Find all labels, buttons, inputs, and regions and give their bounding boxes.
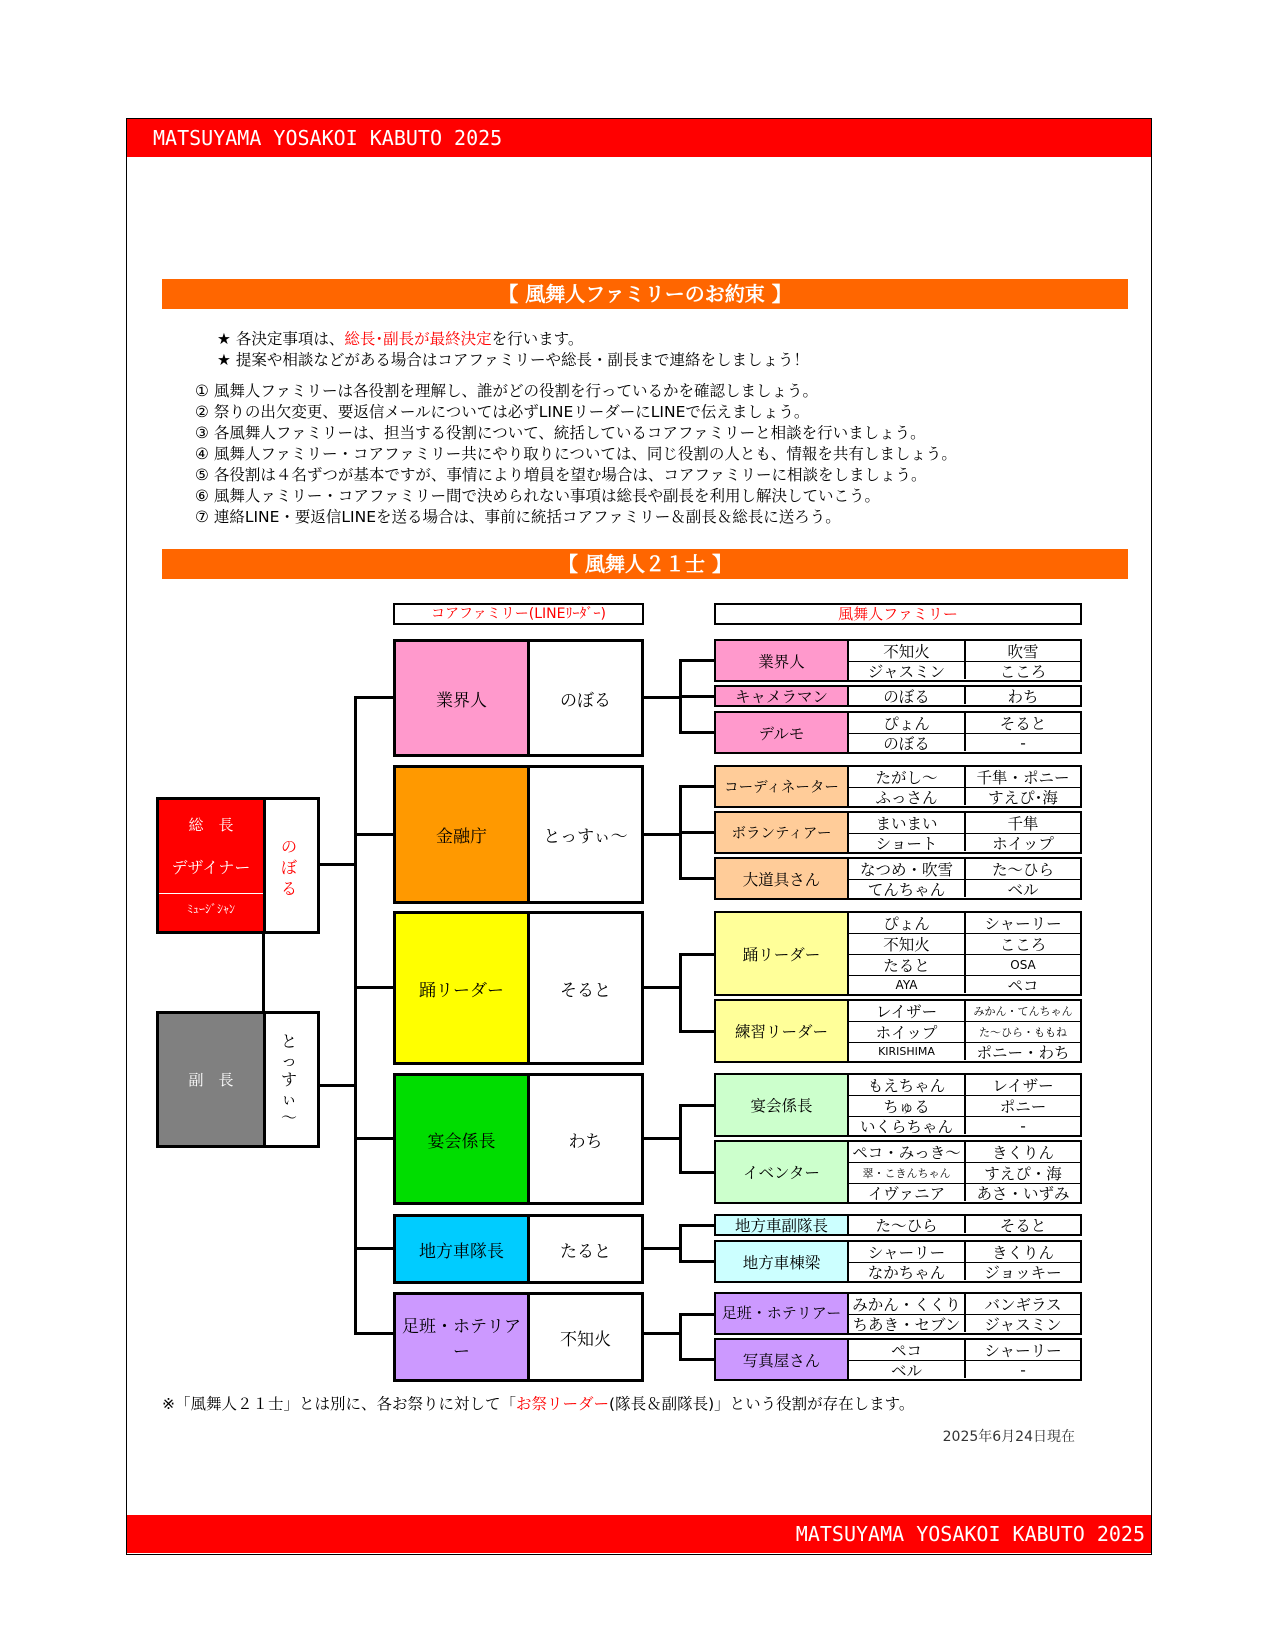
family-member: 千隼 bbox=[966, 813, 1080, 834]
family-role: 地方車棟梁 bbox=[716, 1242, 849, 1281]
family-member: ベル bbox=[1007, 880, 1039, 897]
family-member: ジョッキー bbox=[984, 1263, 1062, 1280]
family-branch-line bbox=[679, 1313, 714, 1316]
family-member: いくらちゃん bbox=[849, 1117, 966, 1134]
header-title: MATSUYAMA YOSAKOI KABUTO 2025 bbox=[153, 126, 503, 150]
promise-item: ⑥ 風舞人ァミリー・コアファミリー間で決められない事項は総長や副長を利用し解決していこう。 bbox=[195, 487, 881, 505]
family-branch-line bbox=[679, 1030, 714, 1033]
vice-trunk-line bbox=[320, 1084, 354, 1087]
family-member: ふっさん bbox=[849, 788, 966, 805]
family-member: こころ bbox=[999, 662, 1047, 679]
family-member: - bbox=[1020, 1117, 1026, 1134]
promise-star1 bbox=[217, 329, 583, 349]
family-role: コーディネーター bbox=[716, 767, 849, 806]
core-branch-line bbox=[354, 1137, 393, 1140]
family-member: あさ・いずみ bbox=[976, 1184, 1070, 1201]
core-name: わち bbox=[568, 1131, 603, 1152]
family-table bbox=[714, 639, 1082, 682]
family-member: ポニー bbox=[966, 1096, 1080, 1117]
core-branch-line bbox=[354, 696, 393, 699]
family-member: シャーリー bbox=[966, 1340, 1080, 1361]
header-bar bbox=[127, 119, 1151, 157]
core-family-line bbox=[644, 1247, 679, 1250]
promise-item: ③ 各風舞人ファミリーは、担当する役割について、統括しているコアファミリーと相談を行いましょう。 bbox=[195, 424, 926, 442]
family-table bbox=[714, 1214, 1082, 1236]
family-branch-line bbox=[679, 659, 714, 662]
leader-role-1: 総 長 bbox=[188, 816, 234, 834]
family-role: イベンター bbox=[716, 1142, 849, 1202]
family-member: バンギラス bbox=[966, 1294, 1080, 1315]
family-member: ベル bbox=[849, 1361, 966, 1378]
family-member: たると bbox=[849, 955, 966, 976]
family-branch-line bbox=[679, 1224, 714, 1227]
family-branch-line bbox=[679, 831, 714, 834]
family-member: ポニー・わち bbox=[976, 1043, 1070, 1060]
family-table bbox=[714, 811, 1082, 854]
family-branch-trunk bbox=[679, 953, 682, 1033]
family-member: ペコ bbox=[849, 1340, 966, 1361]
leader-role-2: デザイナー bbox=[171, 858, 251, 877]
family-branch-line bbox=[679, 1104, 714, 1107]
family-member: ちゅる bbox=[849, 1096, 966, 1117]
vice-box bbox=[156, 1011, 320, 1148]
family-member: た～ひら bbox=[966, 859, 1080, 880]
family-branch-trunk bbox=[679, 1224, 682, 1263]
star1-red: 総長･副長が最終決定 bbox=[344, 330, 492, 348]
family-member: ジャスミン bbox=[984, 1315, 1062, 1332]
family-branch-line bbox=[679, 1171, 714, 1174]
core-family-line bbox=[644, 1332, 679, 1335]
footer-bar bbox=[127, 1515, 1151, 1553]
core-role: 足班・ホテリアー bbox=[396, 1295, 530, 1379]
family-role: 地方車副隊長 bbox=[716, 1216, 849, 1234]
core-role: 金融庁 bbox=[396, 768, 530, 901]
family-member: 吹雪 bbox=[966, 641, 1080, 662]
family-member: OSA bbox=[966, 955, 1080, 976]
family-role: 業界人 bbox=[716, 641, 849, 680]
trunk-line bbox=[354, 696, 357, 1332]
family-branch-line bbox=[679, 1260, 714, 1263]
family-table bbox=[714, 857, 1082, 900]
core-role: 地方車隊長 bbox=[396, 1217, 530, 1281]
leader-vice-line bbox=[262, 934, 265, 1011]
family-member: シャーリー bbox=[966, 913, 1080, 934]
family-table bbox=[714, 1240, 1082, 1283]
family-table bbox=[714, 1292, 1082, 1335]
family-member: そると bbox=[966, 713, 1080, 734]
core-box bbox=[393, 765, 644, 904]
core-role: 宴会係長 bbox=[396, 1076, 530, 1202]
family-role: 写真屋さん bbox=[716, 1340, 849, 1379]
leader-roles bbox=[159, 800, 266, 931]
family-member: まいまい bbox=[849, 813, 966, 834]
family-member: のぼる bbox=[849, 687, 966, 704]
family-member: イヴァニア bbox=[849, 1184, 966, 1201]
core-box bbox=[393, 1073, 644, 1205]
family-member: きくりん bbox=[966, 1242, 1080, 1263]
family-member: - bbox=[1020, 1361, 1026, 1378]
family-branch-trunk bbox=[679, 1104, 682, 1174]
promise-title: 【 風舞人ファミリーのお約束 】 bbox=[162, 279, 1128, 309]
core-box bbox=[393, 639, 644, 757]
family-member: た～ひら・ももね bbox=[966, 1022, 1080, 1043]
family-table bbox=[714, 1338, 1082, 1381]
family-table bbox=[714, 999, 1082, 1063]
family-role: ボランティアー bbox=[716, 813, 849, 852]
family-branch-trunk bbox=[679, 1313, 682, 1361]
promise-item: ① 風舞人ファミリーは各役割を理解し、誰がどの役割を行っているかを確認しましょう。 bbox=[195, 382, 819, 400]
leader-trunk-line bbox=[320, 863, 354, 866]
family-branch-line bbox=[679, 1358, 714, 1361]
family-member: ペコ bbox=[1007, 976, 1039, 993]
family-member: - bbox=[1020, 734, 1026, 751]
family-branch-line bbox=[679, 953, 714, 956]
family-member: すえぴ･海 bbox=[988, 788, 1058, 805]
core-family-line bbox=[644, 986, 679, 989]
star1-pre: ★ 各決定事項は、 bbox=[217, 330, 345, 348]
family-member: きくりん bbox=[966, 1142, 1080, 1163]
core-family-line bbox=[644, 1137, 679, 1140]
family-member: レイザー bbox=[849, 1001, 966, 1022]
core-branch-line bbox=[354, 1332, 393, 1335]
family-header: 風舞人ファミリー bbox=[714, 603, 1082, 625]
page bbox=[126, 118, 1152, 1555]
family-member: みかん・くくり bbox=[849, 1294, 966, 1315]
core-box bbox=[393, 1292, 644, 1382]
family-member: もえちゃん bbox=[849, 1075, 966, 1096]
family-member: た～ひら bbox=[849, 1216, 966, 1233]
core-name: たると bbox=[560, 1241, 611, 1262]
core-header: コアファミリー(LINEﾘｰﾀﾞｰ) bbox=[393, 603, 644, 625]
family-table bbox=[714, 711, 1082, 754]
family-role: 踊リーダー bbox=[716, 913, 849, 994]
core-branch-line bbox=[354, 833, 393, 836]
family-member: ペコ・みっき～ bbox=[849, 1142, 966, 1163]
core-box bbox=[393, 1214, 644, 1284]
family-role: 練習リーダー bbox=[716, 1001, 849, 1061]
family-branch-line bbox=[679, 731, 714, 734]
family-role: 大道具さん bbox=[716, 859, 849, 898]
family-member: 不知火 bbox=[849, 641, 966, 662]
family-member: ホイップ bbox=[992, 834, 1054, 851]
promise-star2: ★ 提案や相談などがある場合はコアファミリーや総長・副長まで連絡をしましょう！ bbox=[217, 351, 810, 369]
core-family-line bbox=[644, 833, 679, 836]
family-role: デルモ bbox=[716, 713, 849, 752]
core-family-line bbox=[644, 696, 679, 699]
core-role: 業界人 bbox=[396, 642, 530, 754]
family-table bbox=[714, 1140, 1082, 1204]
family-role: キャメラマン bbox=[716, 687, 849, 705]
core-role: 踊リーダー bbox=[396, 914, 530, 1062]
family-member: こころ bbox=[966, 934, 1080, 955]
family-role: 足班・ホテリアー bbox=[716, 1294, 849, 1333]
promise-item: ④ 風舞人ファミリー・コアファミリー共にやり取りについては、同じ役割の人とも、情報を共有しましょう。 bbox=[195, 445, 957, 463]
family-member: ホイップ bbox=[849, 1022, 966, 1043]
promise-item: ② 祭りの出欠変更、要返信メールについては必ずLINEリーダーにLINEで伝えましょう。 bbox=[195, 403, 810, 421]
family-member: レイザー bbox=[966, 1075, 1080, 1096]
family-member: てんちゃん bbox=[849, 880, 966, 897]
family-member: すえぴ・海 bbox=[966, 1163, 1080, 1184]
promise-item: ⑦ 連絡LINE・要返信LINEを送る場合は、事前に統括コアファミリー＆副長＆総長に送ろう。 bbox=[195, 508, 841, 526]
family-table bbox=[714, 685, 1082, 707]
note-pre: ※「風舞人２１士」とは別に、各お祭りに対して「 bbox=[162, 1395, 516, 1413]
footer-title: MATSUYAMA YOSAKOI KABUTO 2025 bbox=[795, 1522, 1145, 1546]
note-red: お祭リーダー bbox=[516, 1395, 610, 1413]
vice-role: 副 長 bbox=[159, 1014, 266, 1145]
family-branch-line bbox=[679, 695, 714, 698]
family-branch-line bbox=[679, 877, 714, 880]
core-name: 不知火 bbox=[560, 1329, 611, 1350]
core-box bbox=[393, 911, 644, 1065]
leader-box bbox=[156, 797, 320, 934]
family-member: ショート bbox=[849, 834, 966, 851]
family-member: たがし～ bbox=[849, 767, 966, 788]
org-title: 【 風舞人２１士 】 bbox=[162, 549, 1128, 579]
family-branch-line bbox=[679, 785, 714, 788]
vice-name: とっすぃ～ bbox=[280, 1032, 297, 1127]
family-table bbox=[714, 765, 1082, 808]
family-member: みかん・てんちゃん bbox=[966, 1001, 1080, 1022]
family-member: シャーリー bbox=[849, 1242, 966, 1263]
note-post: (隊長＆副隊長)」という役割が存在します。 bbox=[609, 1395, 915, 1413]
promise-item: ⑤ 各役割は４名ずつが基本ですが、事情により増員を望む場合は、コアファミリーに相談をしましょう。 bbox=[195, 466, 927, 484]
leader-divider bbox=[159, 893, 263, 894]
family-table bbox=[714, 911, 1082, 996]
family-member: ジャスミン bbox=[849, 662, 966, 679]
core-branch-line bbox=[354, 986, 393, 989]
family-member: なかちゃん bbox=[849, 1263, 966, 1280]
family-member: 不知火 bbox=[849, 934, 966, 955]
core-name: とっすぃ～ bbox=[543, 827, 628, 847]
family-member: 千隼・ポニー bbox=[966, 767, 1080, 788]
core-name: そると bbox=[560, 980, 611, 1001]
core-branch-line bbox=[354, 1247, 393, 1250]
note bbox=[162, 1394, 914, 1414]
leader-name: のぼる bbox=[280, 837, 297, 898]
family-member: ぴょん bbox=[849, 913, 966, 934]
family-member: のぼる bbox=[849, 734, 966, 751]
family-member: わち bbox=[1007, 687, 1039, 704]
family-member: AYA bbox=[849, 976, 966, 993]
family-member: KIRISHIMA bbox=[849, 1043, 966, 1060]
star1-post: を行います。 bbox=[491, 330, 584, 348]
leader-role-3: ﾐｭｰｼﾞｼｬﾝ bbox=[186, 902, 235, 916]
family-member: ちあき・セブン bbox=[849, 1315, 966, 1332]
family-member: ぴょん bbox=[849, 713, 966, 734]
family-member: そると bbox=[999, 1216, 1047, 1233]
core-name: のぼる bbox=[560, 690, 611, 711]
family-member: なつめ・吹雪 bbox=[849, 859, 966, 880]
family-table bbox=[714, 1073, 1082, 1137]
family-member: 翠・こきんちゃん bbox=[849, 1163, 966, 1184]
as-of-date: 2025年6月24日現在 bbox=[942, 1429, 1075, 1445]
family-role: 宴会係長 bbox=[716, 1075, 849, 1135]
